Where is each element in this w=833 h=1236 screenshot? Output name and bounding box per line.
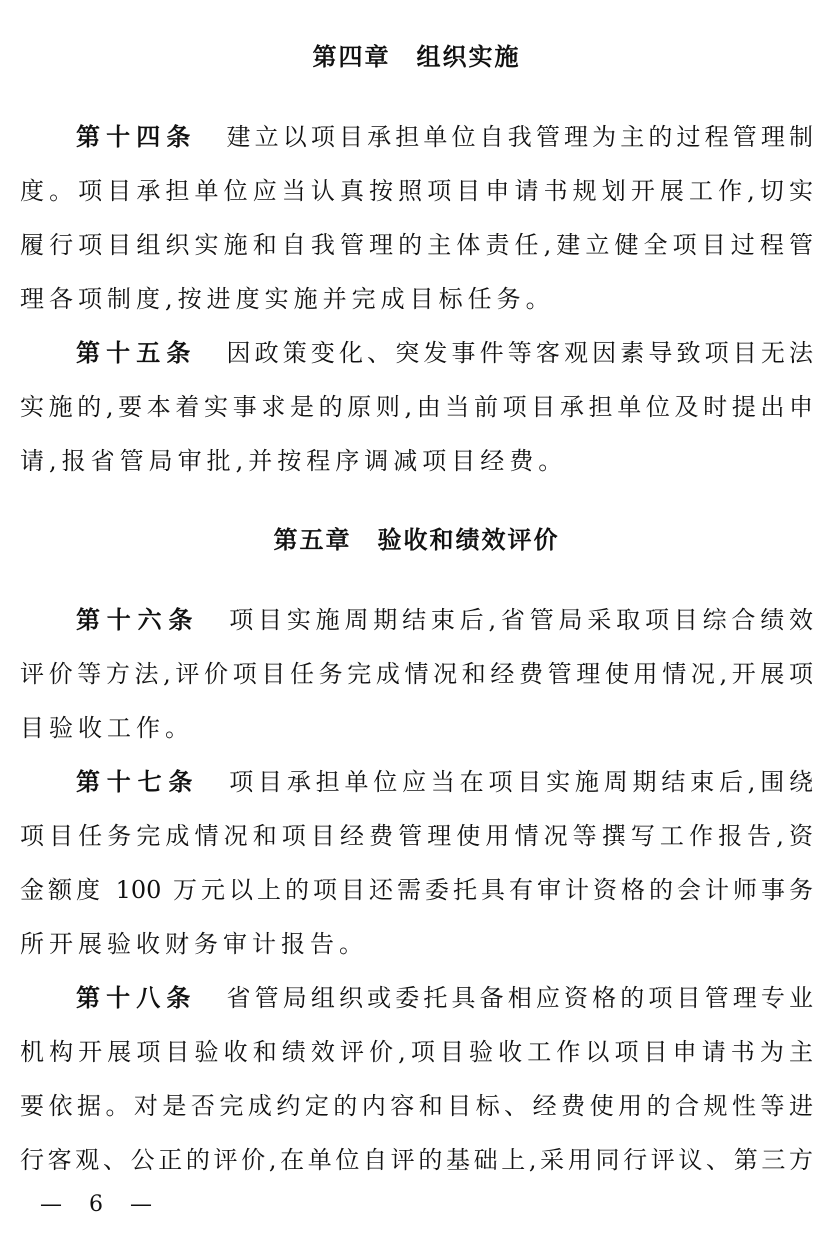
article-line bbox=[76, 600, 813, 640]
article-text: 评价等方法,评价项目任务完成情况和经费管理使用情况,开展项 bbox=[20, 660, 813, 688]
article-text: 省管局组织或委托具备相应资格的项目管理专业 bbox=[226, 984, 813, 1012]
article-line bbox=[20, 1086, 813, 1126]
article-line bbox=[20, 654, 813, 694]
article-line bbox=[20, 1032, 813, 1072]
article-text: 机构开展项目验收和绩效评价,项目验收工作以项目申请书为主 bbox=[20, 1038, 813, 1066]
article-text: 行客观、公正的评价,在单位自评的基础上,采用同行评议、第三方 bbox=[20, 1146, 813, 1174]
article-text: 建立以项目承担单位自我管理为主的过程管理制 bbox=[226, 123, 813, 151]
article-line bbox=[20, 171, 813, 211]
article-text: 请,报省管局审批,并按程序调减项目经费。 bbox=[20, 447, 568, 475]
chapter-title: 第五章 验收和绩效评价 bbox=[273, 526, 560, 554]
article-text: 项目任务完成情况和项目经费管理使用情况等撰写工作报告,资 bbox=[20, 822, 813, 850]
article-line bbox=[20, 924, 813, 964]
chapter-title: 第四章 组织实施 bbox=[312, 43, 521, 71]
article-text: 项目实施周期结束后,省管局采取项目综合绩效 bbox=[229, 606, 813, 634]
article-line bbox=[20, 225, 813, 265]
article-text: 金额度 100 万元以上的项目还需委托具有审计资格的会计师事务 bbox=[20, 876, 813, 904]
article-line bbox=[20, 279, 813, 319]
article-label: 第十四条 bbox=[76, 123, 197, 151]
article-line bbox=[20, 816, 813, 856]
article-label: 第十八条 bbox=[76, 984, 197, 1012]
article-text: 目验收工作。 bbox=[20, 714, 194, 742]
article-line bbox=[20, 1140, 813, 1180]
article-text: 所开展验收财务审计报告。 bbox=[20, 930, 368, 958]
article-text: 度。项目承担单位应当认真按照项目申请书规划开展工作,切实 bbox=[20, 177, 813, 205]
article-text: 理各项制度,按进度实施并完成目标任务。 bbox=[20, 285, 555, 313]
article-line bbox=[76, 333, 813, 373]
article-label: 第十五条 bbox=[76, 339, 197, 367]
article-line bbox=[20, 870, 813, 910]
article-text: 履行项目组织实施和自我管理的主体责任,建立健全项目过程管 bbox=[20, 231, 813, 259]
article-line bbox=[20, 387, 813, 427]
article-text: 项目承担单位应当在项目实施周期结束后,围绕 bbox=[229, 768, 813, 796]
article-line bbox=[20, 708, 813, 748]
article-text: 要依据。对是否完成约定的内容和目标、经费使用的合规性等进 bbox=[20, 1092, 813, 1120]
article-label: 第十七条 bbox=[76, 768, 200, 796]
article-label: 第十六条 bbox=[76, 606, 200, 634]
article-line bbox=[76, 978, 813, 1018]
article-text: 因政策变化、突发事件等客观因素导致项目无法 bbox=[226, 339, 813, 367]
page-number: — 6 — bbox=[40, 1192, 162, 1217]
article-line bbox=[76, 762, 813, 802]
article-line bbox=[76, 117, 813, 157]
article-text: 实施的,要本着实事求是的原则,由当前项目承担单位及时提出申 bbox=[20, 393, 813, 421]
article-line bbox=[20, 441, 813, 481]
